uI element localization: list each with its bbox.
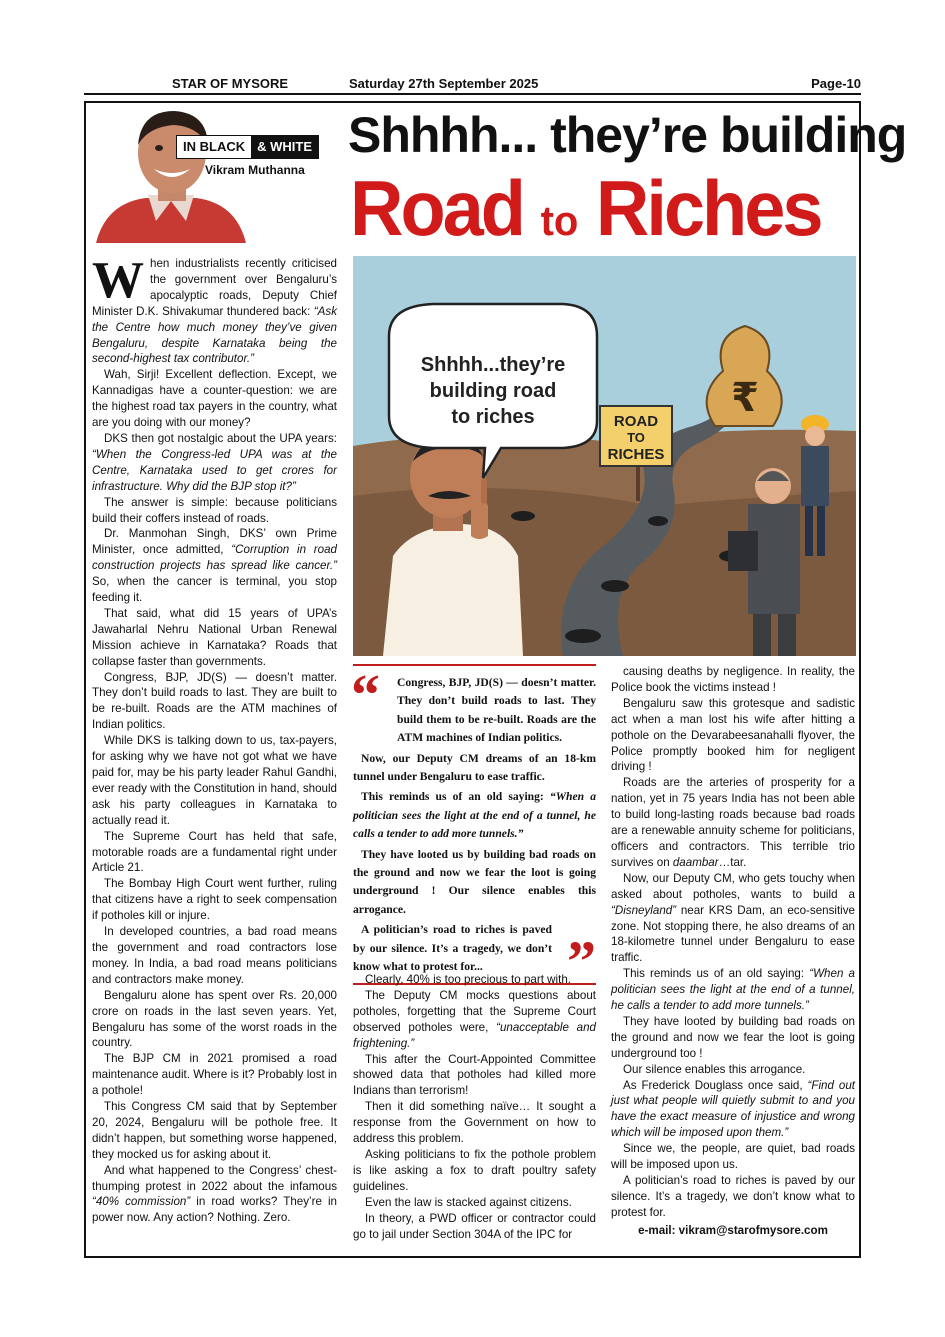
paragraph-text: Even the law is stacked against citizens. (365, 1195, 572, 1209)
quote-para-4: They have looted us by building bad roads on the ground and now we fear the loot is going underground ! Our silence enables this arrogance. (353, 847, 596, 916)
paragraph-text: hen industrialists recently criticised the government over Bengaluru’s apocalyptic roads, Deputy Chief Minister D.K. Shivakumar thundered back: (92, 257, 337, 318)
speech-line-2: building road (429, 380, 557, 402)
column-2 (353, 972, 596, 1242)
paragraph-text: causing deaths by negligence. In reality, the Police book the victims instead ! (611, 665, 855, 694)
paragraph-text: That said, what did 15 years of UPA’s Jawaharlal Nehru National Urban Renewal Mission achieve in Karnataka? Roads that collapse faster than governments. (92, 606, 337, 668)
editorial-cartoon (353, 256, 856, 656)
headline-line2 (350, 164, 821, 253)
paragraph-text: Bengaluru alone has spent over Rs. 20,000 crore on roads in the last seven years. Yet, Bengaluru has some of the worst roads in the country. (92, 988, 337, 1050)
quote-text: “40% commission” (92, 1195, 191, 1209)
headline-to: to (540, 198, 579, 245)
paragraph-text: Then it did something naïve… It sought a response from the Government on how to address this problem. (353, 1100, 596, 1146)
paragraph-text: Dr. Manmohan Singh, DKS’ own Prime Minister, once admitted, (92, 527, 337, 557)
quote-text: “Disneyland” (611, 903, 677, 917)
paragraph-text: DKS then got nostalgic about the UPA years: (104, 431, 337, 445)
author-name: Vikram Muthanna (205, 163, 305, 177)
column-1 (92, 252, 337, 1226)
quote-text: “Find out just what people will quietly submit to and you have the exact measure of injustice and wrong which will be imposed upon them.” (611, 1078, 855, 1140)
quote-text: “unacceptable and frightening.” (353, 1020, 596, 1050)
rupee-symbol: ₹ (731, 375, 759, 421)
paragraph-text: The Bombay High Court went further, ruling that citizens have a right to seek compensation if potholes kill or injure. (92, 877, 337, 923)
paragraph-text: The Deputy CM mocks questions about potholes, forgetting that the Supreme Court observed potholes were, (353, 988, 596, 1034)
paragraph-text: Wah, Sirji! Excellent deflection. Except, we Kannadigas have a counter-question: we are the highest road tax payers in the country, what are you doing with our money? (92, 368, 337, 430)
paragraph-text: As Frederick Douglass once said, (623, 1078, 808, 1092)
column-3 (611, 664, 855, 1239)
sign-line-2: TO (627, 430, 645, 445)
paragraph-text: in road works? They’re in power now. Any action? Nothing. Zero. (92, 1195, 337, 1225)
paragraph-text: This Congress CM said that by September 20, 2024, Bengaluru will be pothole free. It didn’t happen, but something worse happened, they mocked us for asking about it. (92, 1100, 337, 1161)
paragraph-text: The Supreme Court has held that safe, motorable roads are a fundamental right under Article 21. (92, 829, 337, 875)
paragraph-text: This after the Court-Appointed Committee showed data that potholes had killed more Indians than terrorism! (353, 1052, 596, 1098)
pull-quote (351, 662, 596, 994)
page-number: Page-10 (811, 76, 861, 91)
quote-para-2: Now, our Deputy CM dreams of an 18-km tunnel under Bengaluru to ease traffic. (353, 751, 596, 784)
paragraph-text: Now, our Deputy CM, who gets touchy when asked about potholes, wants to build a (611, 871, 855, 901)
quote-text: “When a politician sees the light at the end of a tunnel, he calls a tender to add more tunnels.” (611, 967, 855, 1013)
column-tag-left: IN BLACK (177, 136, 251, 158)
headline-road: Road (350, 164, 523, 253)
quote-text: “When the Congress-led UPA was at the Centre, Karnataka used to get crores for infrastructure. Why did the BJP stop it?” (92, 447, 337, 493)
drop-cap: W (92, 252, 144, 309)
paragraph-text: Since we, the people, are quiet, bad roads will be imposed upon us. (611, 1142, 855, 1172)
paragraph-text: In developed countries, a bad road means the government and road contractors lose money. In India, a bad road means politicians and contractors make money. (92, 925, 337, 986)
quote-para-3 (353, 788, 596, 843)
paragraph-text: And what happened to the Congress’ chest-thumping protest in 2022 about the infamous (92, 1163, 337, 1193)
paragraph-text: They have looted by building bad roads on the ground and now we fear the loot is going underground too ! (611, 1014, 855, 1060)
open-quote-icon: “ (351, 662, 380, 727)
quote-para-5: A politician’s road to riches is paved by our silence. It’s a tragedy, we don’t know what to protest for... (353, 923, 552, 974)
paragraph-text: The BJP CM in 2021 promised a road maintenance audit. Where is it? Probably lost in a pothole! (92, 1052, 337, 1098)
speech-line-3: to riches (451, 406, 535, 428)
newspaper-name: STAR OF MYSORE (172, 76, 289, 91)
headline-line1: Shhhh... they’re building (348, 107, 907, 163)
paragraph-text: While DKS is talking down to us, tax-payers, for asking why we have not got what we have paid for, may be his party leader Rahul Gandhi, ever ready with the Constitution in hand, should ask his party colleagues in Karnataka to actually read it. (92, 734, 337, 827)
sign-line-3: RICHES (607, 446, 665, 463)
column-tag (176, 135, 319, 159)
paragraph-text: Bengaluru saw this grotesque and sadistic act when a man lost his wife after hitting a pothole on the Devarabeesanahalli flyover, the Police promptly booked him for negligent driving ! (611, 696, 855, 774)
paragraph-text: Congress, BJP, JD(S) — doesn’t matter. They don’t build roads to last. They are built to be re-built. Roads are the ATM machines of Indian politics. (92, 670, 337, 732)
header-rule (84, 93, 861, 95)
paragraph-text: This reminds us of an old saying: (623, 967, 810, 981)
paragraph-text: In theory, a PWD officer or contractor could go to jail under Section 304A of the IPC for (353, 1211, 596, 1241)
quote-para-1: Congress, BJP, JD(S) — doesn’t matter. They don’t build roads to last. They build them to be re-built. Roads are the ATM machines of Indian politics. (397, 676, 596, 745)
speech-line-1: Shhhh...they’re (420, 354, 566, 376)
sign-line-1: ROAD (613, 413, 659, 430)
paragraph-text: The answer is simple: because politicians build their coffers instead of roads. (92, 495, 337, 525)
paragraph-text: Our silence enables this arrogance. (623, 1062, 806, 1076)
column-tag-right: & WHITE (251, 136, 318, 158)
headline-riches: Riches (595, 164, 821, 253)
author-email[interactable]: e-mail: vikram@starofmysore.com (638, 1223, 828, 1237)
paragraph-text: …tar. (718, 855, 747, 869)
quote-text: “When a politician sees the light at the end of a tunnel, he calls a tender to add more tunnels.” (353, 790, 596, 841)
paragraph-text: near KRS Dam, an eco-sensitive zone. Not stopping there, he also dreams of an 18-kilometre tunnel under Bengaluru to ease traffic. (611, 903, 855, 965)
issue-date: Saturday 27th September 2025 (349, 76, 539, 91)
paragraph-text: Roads are the arteries of prosperity for a nation, yet in 75 years India has not been able to build long-lasting roads because bad roads are a renewable annuity scheme for politicians, officers and contractors. This terrible trio survives on (611, 776, 855, 869)
close-quote-icon: ” (567, 928, 596, 994)
paragraph-text: Asking politicians to fix the pothole problem is like asking a fox to draft poultry safety guidelines. (353, 1147, 596, 1193)
paragraph-text: Clearly, 40% is too precious to part with. (365, 973, 571, 986)
quote-text: “Corruption in road construction projects has spread like cancer.” (92, 543, 337, 573)
quote-text: daambar (672, 855, 719, 869)
paragraph-text: A politician’s road to riches is paved by our silence. It’s a tragedy, we don’t know what to protest for. (611, 1174, 855, 1219)
quote-text: “Ask the Centre how much money they’ve given Bengaluru, despite Karnataka being the second-highest tax contributor.” (92, 304, 337, 366)
quote-text: This reminds us of an old saying: (361, 790, 550, 804)
paragraph-text: So, when the cancer is terminal, you stop feeding it. (92, 575, 337, 605)
